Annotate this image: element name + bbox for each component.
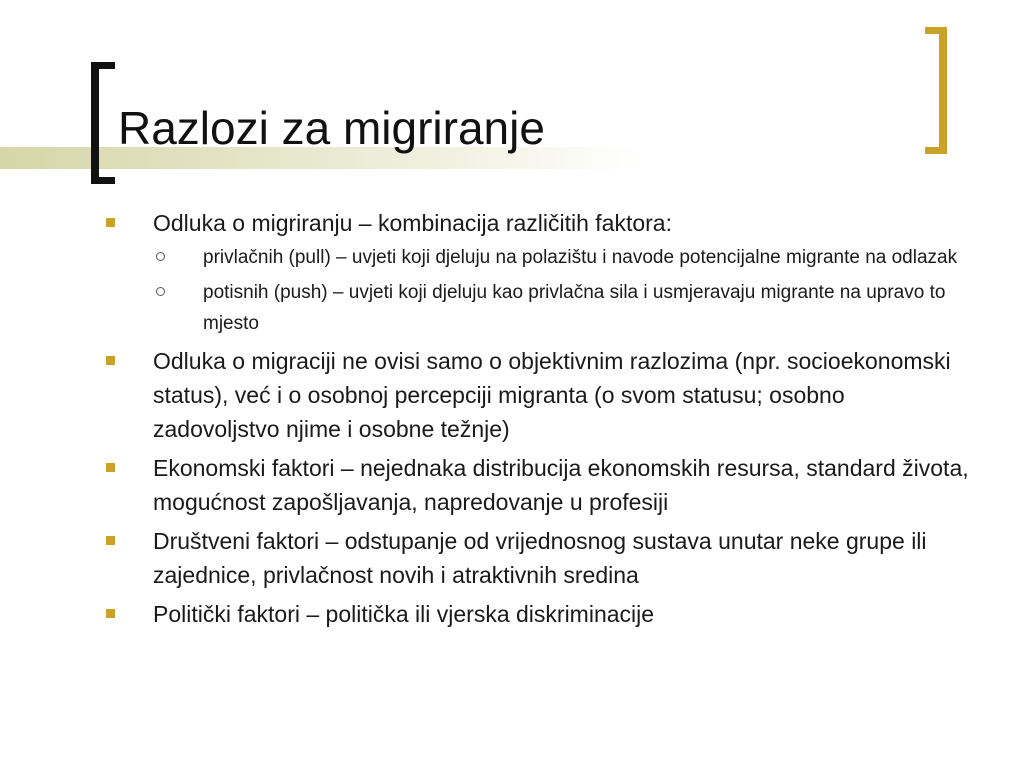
- sub-bullet-item-push: [153, 277, 970, 339]
- bullet-text: Društveni faktori – odstupanje od vrijednosnog sustava unutar neke grupe ili zajednice, privlačnost novih i atraktivnih sredina: [153, 528, 927, 588]
- sub-bullet-text: potisnih (push) – uvjeti koji djeluju kao privlačna sila i usmjeravaju migrante na upravo to mjesto: [203, 282, 946, 334]
- circle-bullet-icon: [156, 252, 165, 261]
- bullet-text: Ekonomski faktori – nejednaka distribucija ekonomskih resursa, standard života, mogućnost zapošljavanja, napredovanje u profesiji: [153, 455, 969, 515]
- bullet-text: Odluka o migraciji ne ovisi samo o objektivnim razlozima (npr. socioekonomski status), već i o osobnoj percepciji migranta (o svom statusu; osobno zadovoljstvo njime i osobne težnje): [153, 348, 951, 442]
- left-bracket-decoration: [91, 62, 115, 184]
- bullet-text: Politički faktori – politička ili vjerska diskriminacije: [153, 601, 655, 627]
- sub-bullet-text: privlačnih (pull) – uvjeti koji djeluju na polazištu i navode potencijalne migrante na odlazak: [203, 247, 958, 268]
- square-bullet-icon: [106, 356, 115, 365]
- sub-bullet-list: [153, 242, 970, 339]
- slide-title: Razlozi za migriranje: [118, 102, 545, 154]
- bullet-item-economic: [100, 451, 970, 519]
- square-bullet-icon: [106, 536, 115, 545]
- square-bullet-icon: [106, 609, 115, 618]
- bullet-item-decision: [100, 206, 970, 339]
- circle-bullet-icon: [156, 287, 165, 296]
- bullet-item-social: [100, 524, 970, 592]
- sub-bullet-item-pull: [153, 242, 970, 273]
- bullet-item-perception: [100, 344, 970, 446]
- bullet-list: [100, 206, 970, 636]
- bullet-text: Odluka o migriranju – kombinacija različitih faktora:: [153, 210, 672, 236]
- square-bullet-icon: [106, 463, 115, 472]
- right-bracket-decoration: [925, 27, 947, 154]
- square-bullet-icon: [106, 218, 115, 227]
- bullet-item-political: [100, 597, 970, 631]
